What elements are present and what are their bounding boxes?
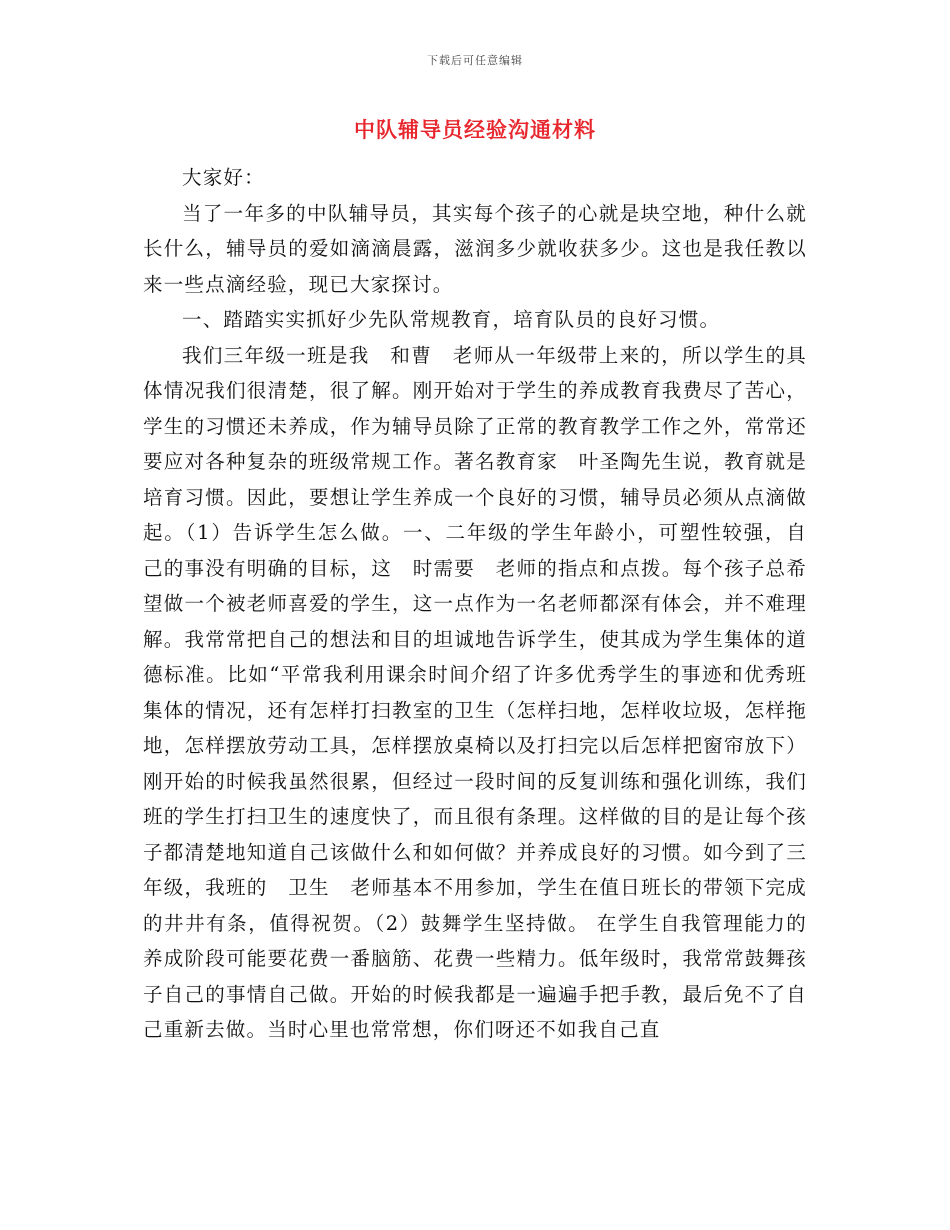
document-body — [143, 160, 807, 1048]
page-header-note: 下载后可任意编辑 — [427, 54, 523, 67]
body-paragraph: 我们三年级一班是我 和曹 老师从一年级带上来的，所以学生的具体情况我们很清楚，很了解。刚开始对于学生的养成教育我费尽了苦心，学生的习惯还未养成，作为辅导员除了正常的教育教学工作之外，常常还要应对各种复杂的班级常规工作。著名教育家 叶圣陶先生说，教育就是培育习惯。因此，要想让学生养成一个良好的习惯，辅导员必须从点滴做起。（1）告诉学生怎么做。一、二年级的学生年龄小，可塑性较强，自己的事没有明确的目标，这 时需要 老师的指点和点拨。每个孩子总希望做一个被老师喜爱的学生，这一点作为一名老师都深有体会，并不难理解。我常常把自己的想法和目的坦诚地告诉学生，使其成为学生集体的道德标准。比如“平常我利用课余时间介绍了许多优秀学生的事迹和优秀班集体的情况，还有怎样打扫教室的卫生（怎样扫地，怎样收垃圾，怎样拖地，怎样摆放劳动工具，怎样摆放桌椅以及打扫完以后怎样把窗帘放下）刚开始的时候我虽然很累，但经过一段时间的反复训练和强化训练，我们班的学生打扫卫生的速度快了，而且很有条理。这样做的目的是让每个孩子都清楚地知道自己该做什么和如何做？并养成良好的习惯。如今到了三年级，我班的 卫生 老师基本不用参加，学生在值日班长的带领下完成的井井有条，值得祝贺。（2）鼓舞学生坚持做。 在学生自我管理能力的养成阶段可能要花费一番脑筋、花费一些精力。低年级时，我常常鼓舞孩子自己的事情自己做。开始的时候我都是一遍遍手把手教，最后免不了自己重新去做。当时心里也常常想，你们呀还不如我自己直 — [143, 343, 807, 1041]
section-heading-paragraph: 一、踏踏实实抓好少先队常规教育，培育队员的良好习惯。 — [182, 308, 721, 331]
greeting-paragraph: 大家好： — [182, 166, 265, 189]
document-title: 中队辅导员经验沟通材料 — [354, 117, 596, 142]
intro-paragraph: 当了一年多的中队辅导员，其实每个孩子的心就是块空地，种什么就长什么，辅导员的爱如滴滴晨露，滋润多少就收获多少。这也是我任教以来一些点滴经验，现已大家探讨。 — [143, 201, 807, 296]
